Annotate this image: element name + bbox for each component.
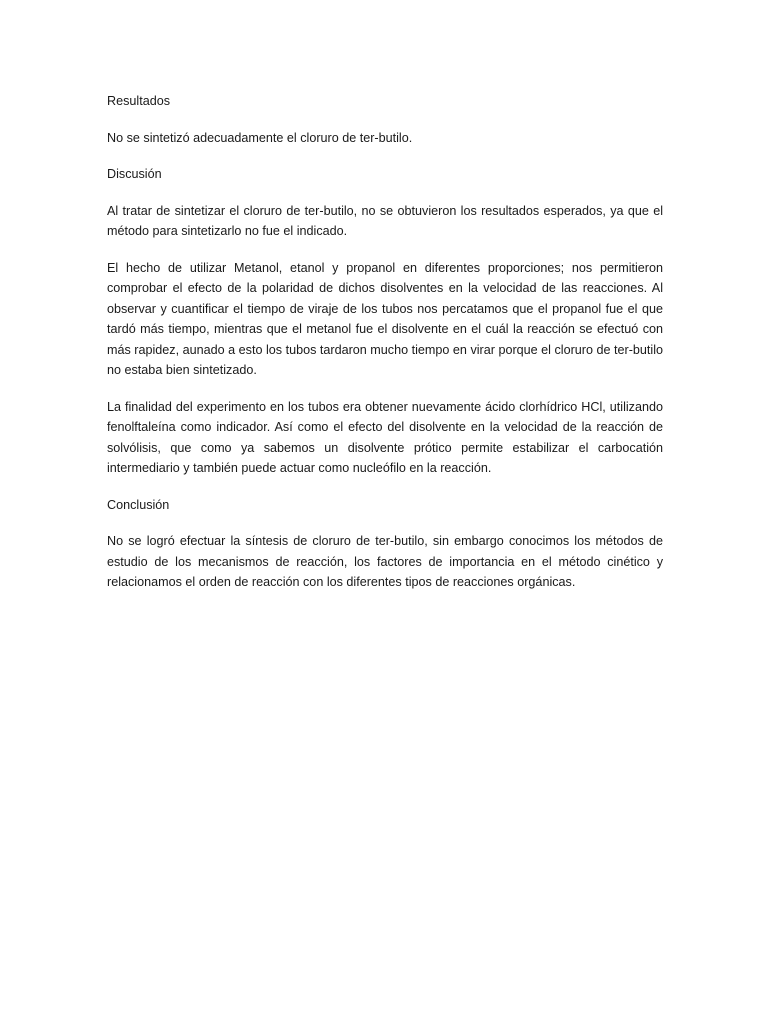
conclusion-heading: Conclusión [107,497,170,512]
discussion-paragraph-1: Al tratar de sintetizar el cloruro de ter-butilo, no se obtuvieron los resultados esperados, ya que el método para sintetizarlo no fue el indicado. [107,203,663,238]
conclusion-text: No se logró efectuar la síntesis de cloruro de ter-butilo, sin embargo conocimos los métodos de estudio de los mecanismos de reacción, los factores de importancia en el método cinético y relacionamos el orden de reacción con los diferentes tipos de reacciones orgánicas. [107,534,663,589]
results-heading: Resultados [107,94,171,108]
discussion-paragraph-2: El hecho de utilizar Metanol, etanol y propanol en diferentes proporciones; nos permitieron comprobar el efecto de la polaridad de dichos disolventes en la velocidad de las reacciones. Al observar y cuantificar el tiempo de viraje de los tubos nos percatamos que el propanol fue el que tardó más tiempo, mientras que el metanol fue el disolvente en el cuál la reacción se efectuó con más rapidez, aunado a esto los tubos tardaron mucho tiempo en virar porque el cloruro de ter-butilo no estaba bien sintetizado. [107,260,663,377]
results-text: No se sintetizó adecuadamente el cloruro de ter-butilo. [107,130,413,145]
discussion-paragraph-3: La finalidad del experimento en los tubos era obtener nuevamente ácido clorhídrico HCl, utilizando fenolftaleína como indicador. Así como el efecto del disolvente en la velocidad de la reacción de solvólisis, que como ya sabemos un disolvente prótico permite estabilizar el carbocatión intermediario y también puede actuar como nucleófilo en la reacción. [107,399,663,475]
discussion-heading: Discusión [107,167,162,181]
